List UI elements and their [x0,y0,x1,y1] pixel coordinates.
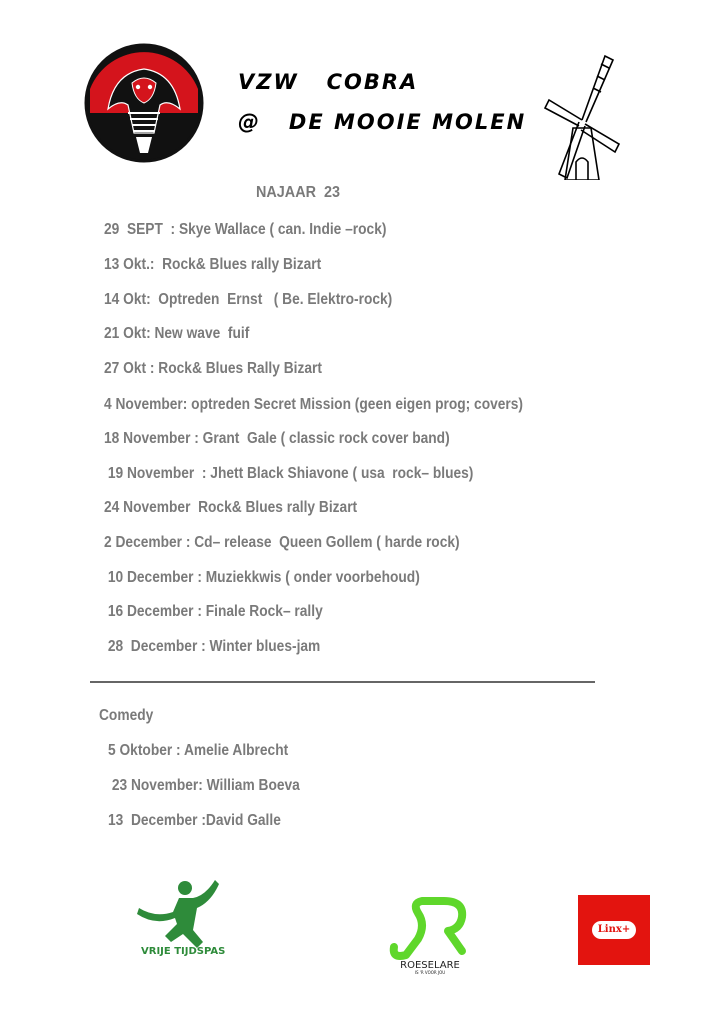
title-line-2: @ DE MOOIE MOLEN [238,110,527,134]
event-item: 19 November : Jhett Black Shiavone ( usa rock– blues) [104,465,474,482]
svg-text:IS 'R VOOR JOU: IS 'R VOOR JOU [414,970,446,975]
comedy-heading: Comedy [99,707,154,724]
event-item: 18 November : Grant Gale ( classic rock cover band) [104,430,450,447]
divider-line [90,681,595,683]
svg-text:VRIJE TIJDSPAS: VRIJE TIJDSPAS [141,946,225,957]
event-item: 24 November Rock& Blues rally Bizart [104,499,358,516]
linx-logo-text: Linx+ [592,921,636,939]
title-line-1: VZW COBRA [238,70,419,94]
vrije-tijdspas-logo [135,878,225,968]
event-item: 21 Okt: New wave fuif [104,325,250,342]
comedy-item: 13 December :David Galle [108,812,281,829]
event-item: 16 December : Finale Rock– rally [104,603,323,620]
event-item: 13 Okt.: Rock& Blues rally Bizart [104,256,322,273]
comedy-item: 23 November: William Boeva [108,777,300,794]
windmill-icon [543,50,621,180]
event-item: 27 Okt : Rock& Blues Rally Bizart [104,360,322,377]
event-item: 28 December : Winter blues-jam [104,638,321,655]
event-item: 14 Okt: Optreden Ernst ( Be. Elektro-rock) [104,291,393,308]
linx-logo [578,895,650,965]
event-item: 29 SEPT : Skye Wallace ( can. Indie –rock) [104,221,387,238]
event-item: 4 November: optreden Secret Mission (geen eigen prog; covers) [104,396,524,413]
season-heading: NAJAAR 23 [256,184,341,201]
cobra-logo [84,43,204,163]
roeselare-logo [388,895,473,975]
event-item: 2 December : Cd– release Queen Gollem ( harde rock) [104,534,460,551]
event-item: 10 December : Muziekkwis ( onder voorbehoud) [104,569,420,586]
comedy-item: 5 Oktober : Amelie Albrecht [108,742,289,759]
svg-text:ROESELARE: ROESELARE [400,960,460,971]
